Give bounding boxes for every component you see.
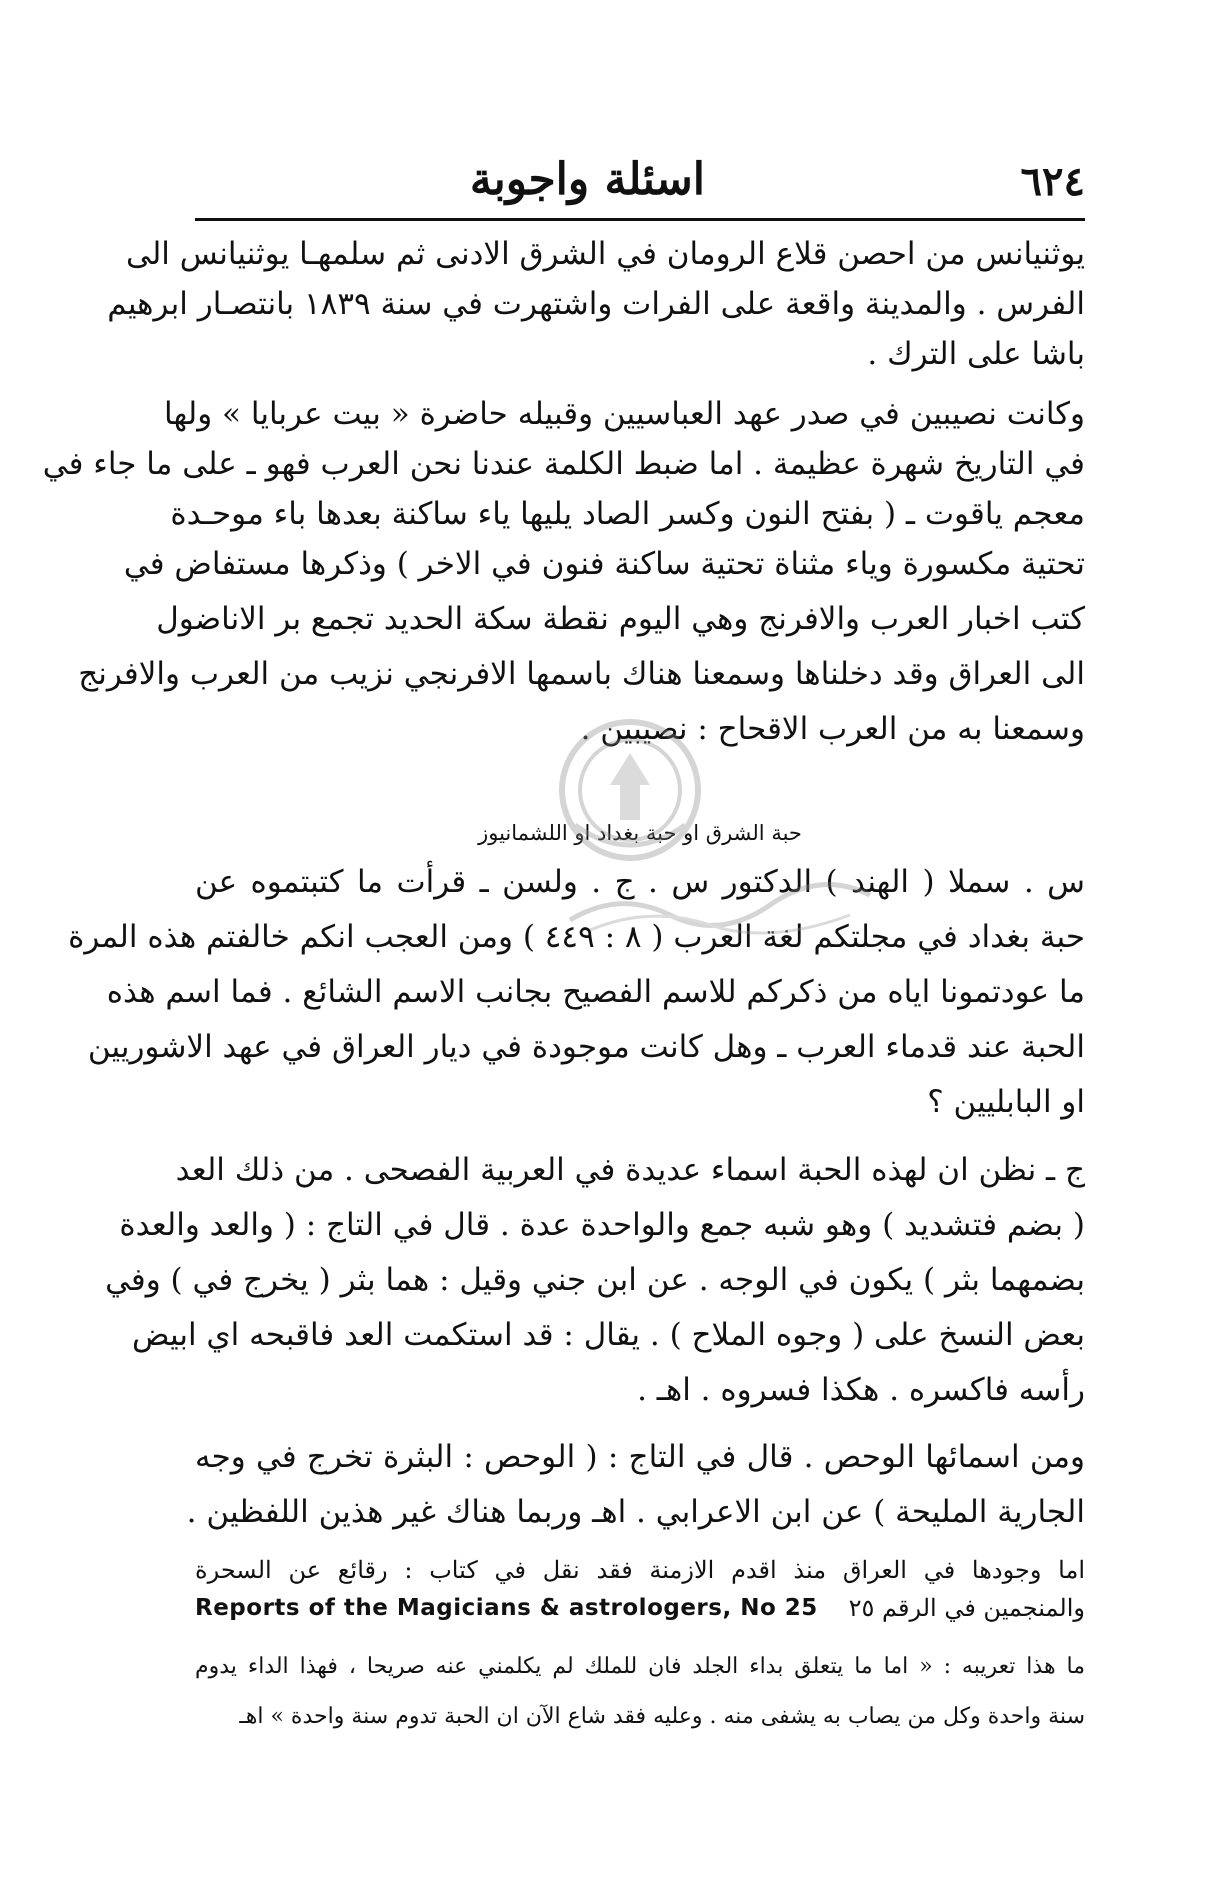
- footnote-arabic-text: والمنجمين في الرقم ٢٥: [848, 1594, 1085, 1622]
- body-line: كتب اخبار العرب والافرنج وهي اليوم نقطة سكة الحديد تجمع بر الاناضول: [156, 601, 1085, 637]
- footnote-line-mixed: [195, 1590, 1085, 1630]
- body-line: معجم ياقوت ـ ( بفتح النون وكسر الصاد يليها ياء ساكنة بعدها باء موحـدة: [170, 496, 1085, 532]
- body-line: وكانت نصيبين في صدر عهد العباسيين وقبيله حاضرة « بيت عربايا » ولها: [164, 396, 1085, 432]
- body-line: تحتية مكسورة وياء مثناة تحتية ساكنة فنون في الاخر ) وذكرها مستفاض في: [123, 546, 1085, 582]
- body-line: وسمعنا به من العرب الاقحاح : نصيبين .: [580, 711, 1085, 747]
- body-line: في التاريخ شهرة عظيمة . اما ضبط الكلمة عندنا نحن العرب فهو ـ على ما جاء في: [42, 446, 1085, 482]
- body-line: رأسه فاكسره . هكذا فسروه . اهـ .: [637, 1372, 1085, 1408]
- body-line: باشا على الترك .: [867, 336, 1085, 372]
- body-line: حبة بغداد في مجلتكم لغة العرب ( ٨ : ٤٤٩ ) ومن العجب انكم خالفتم هذه المرة: [68, 919, 1085, 955]
- body-line: س . سملا ( الهند ) الدكتور س . ج . ولسن ـ قرأت ما كتبتموه عن: [195, 864, 1085, 900]
- body-line: ( بضم فتشديد ) وهو شبه جمع والواحدة عدة . قال في التاج : ( والعد والعدة: [119, 1207, 1085, 1243]
- page-header: [195, 150, 1085, 220]
- page-number: ٦٢٤: [1020, 158, 1085, 205]
- body-line: بضمهما بثر ) يكون في الوجه . عن ابن جني وقيل : هما بثر ( يخرج في ) وفي: [105, 1262, 1085, 1298]
- body-line: الى العراق وقد دخلناها وسمعنا هناك باسمها الافرنجي نزيب من العرب والافرنج: [78, 656, 1085, 692]
- footnote-line: ما هذا تعريبه : « اما ما يتعلق بداء الجلد فان للملك لم يكلمني عنه صريحا ، فهذا الداء يدوم: [195, 1654, 1085, 1679]
- body-line: او البابليين ؟: [927, 1084, 1085, 1120]
- footnote-line: سنة واحدة وكل من يصاب به يشفى منه . وعليه فقد شاع الآن ان الحبة تدوم سنة واحدة » اهـ: [239, 1704, 1085, 1729]
- body-line: ومن اسمائها الوحص . قال في التاج : ( الوحص : البثرة تخرج في وجه: [195, 1439, 1085, 1475]
- body-line: ج ـ نظن ان لهذه الحبة اسماء عديدة في العربية الفصحى . من ذلك العد: [175, 1152, 1085, 1188]
- body-line: الفرس . والمدينة واقعة على الفرات واشتهرت في سنة ١٨٣٩ بانتصـار ابرهيم: [107, 286, 1085, 322]
- body-line: الجارية المليحة ) عن ابن الاعرابي . اهـ وربما هناك غير هذين اللفظين .: [186, 1494, 1085, 1530]
- body-line: يوثنيانس من احصن قلاع الرومان في الشرق الادنى ثم سلمهـا يوثنيانس الى: [126, 236, 1085, 272]
- watermark-script-icon: [560, 870, 880, 940]
- library-seal-watermark-icon: [555, 715, 705, 865]
- body-line: الحبة عند قدماء العرب ـ وهل كانت موجودة في ديار العراق في عهد الاشوريين: [87, 1029, 1085, 1065]
- footnote-latin-title: Reports of the Magicians & astrologers, No 25: [195, 1595, 818, 1621]
- header-rule: [195, 218, 1085, 221]
- body-line: ما عودتمونا اياه من ذكركم للاسم الفصيح بجانب الاسم الشائع . فما اسم هذه: [106, 974, 1085, 1010]
- body-line: بعض النسخ على ( وجوه الملاح ) . يقال : قد استكمت العد فاقبحه اي ابيض: [131, 1317, 1085, 1353]
- footnote-line: اما وجودها في العراق منذ اقدم الازمنة فقد نقل في كتاب : رقائع عن السحرة: [195, 1556, 1085, 1584]
- section-subheading: حبة الشرق او حبة بغداد او اللشمانيوز: [478, 821, 802, 845]
- running-title: اسئلة واجوبة: [469, 154, 705, 205]
